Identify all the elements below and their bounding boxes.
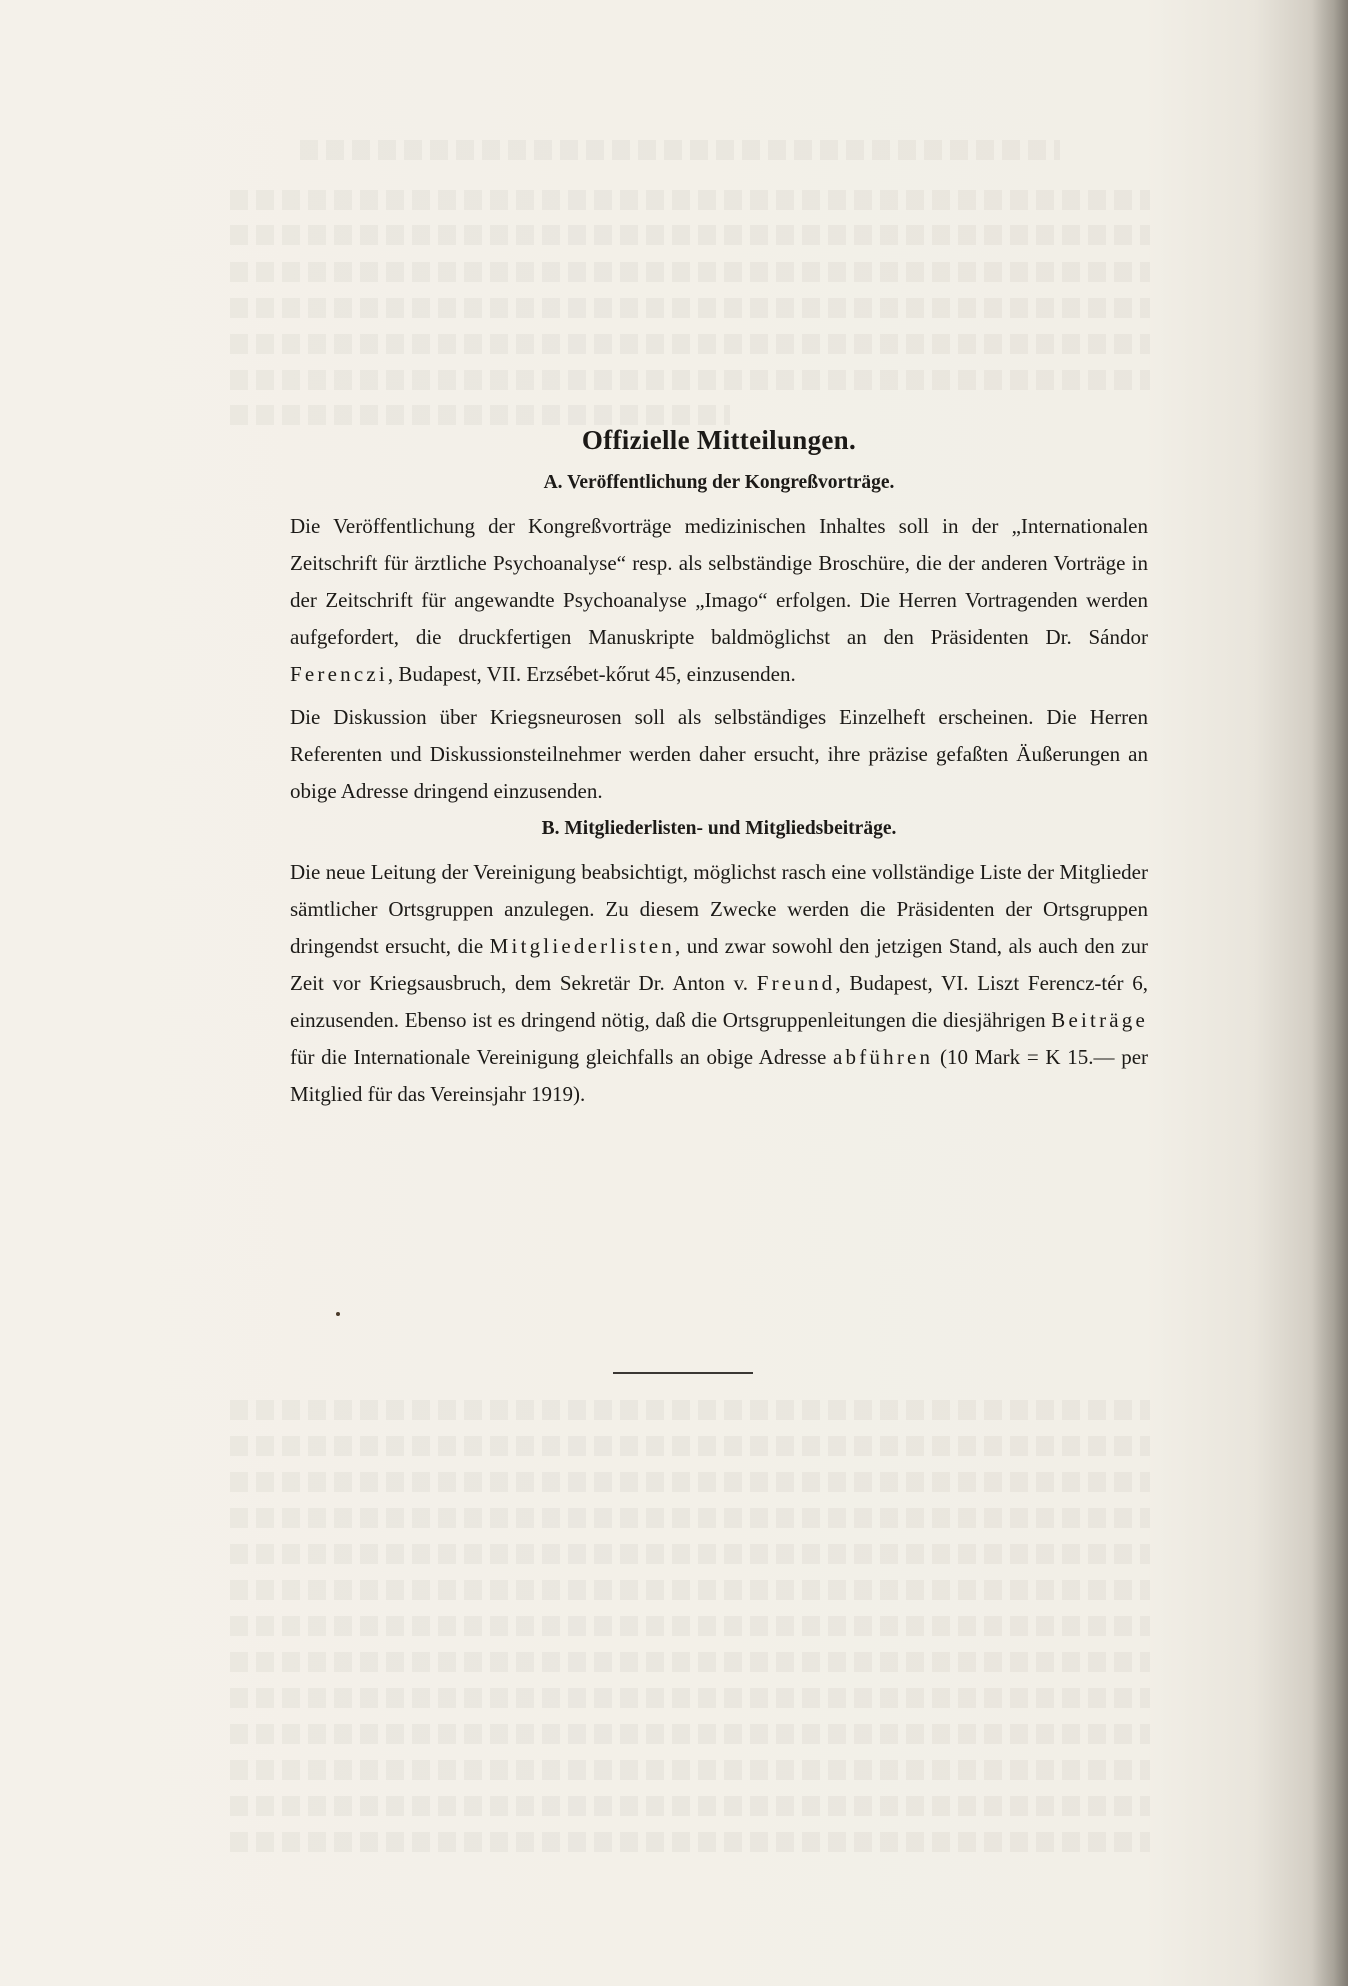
paragraph-text: , und zwar sowohl den jetzigen Stand, als auch den zur Zeit vor Kriegsausbruch, dem Sekretär Dr. Anton v.	[290, 934, 1149, 995]
section-a-paragraph-1	[290, 508, 1148, 693]
paragraph-text: Die neue Leitung der Vereinigung beabsichtigt, möglichst rasch eine vollständige Liste der Mitglieder sämtlicher Ortsgruppen anzulegen. Zu diesem Zwecke werden die Präsidenten der Ortsgruppen dringendst ersucht, die	[290, 860, 1148, 958]
section-a-heading: A. Veröffentlichung der Kongreßvorträge.	[543, 472, 895, 493]
paragraph-text: (10 Mark = K 15.— per Mitglied für das Vereinsjahr 1919).	[290, 1045, 1149, 1106]
show-through-line	[230, 190, 1150, 210]
show-through-line	[230, 1652, 1150, 1672]
show-through-line	[230, 1472, 1150, 1492]
show-through-line	[230, 405, 730, 425]
show-through-line	[230, 1760, 1150, 1780]
show-through-line	[230, 1796, 1150, 1816]
word-abfuehren: abführen	[833, 1045, 934, 1069]
name-freund: Freund	[756, 971, 836, 995]
paragraph-text: Die Veröffentlichung der Kongreßvorträge medizinischen Inhaltes soll in der „Internationalen Zeitschrift für ärztliche Psychoanalyse“ resp. als selbständige Broschüre, die der anderen Vorträge in der Zeitschrift für angewandte Psychoanalyse „Imago“ erfolgen. Die Herren Vortragenden werden aufgefordert, die druckfertigen Manuskripte baldmöglichst an den Präsidenten Dr. Sándor	[290, 514, 1148, 649]
show-through-line	[230, 298, 1150, 318]
show-through-line	[230, 1400, 1150, 1420]
show-through-line	[230, 370, 1150, 390]
page-title: Offizielle Mitteilungen.	[581, 425, 857, 455]
name-ferenczi: Ferenczi	[290, 662, 388, 686]
word-mitgliederlisten: Mitgliederlisten	[489, 934, 675, 958]
section-a-paragraph-2: Die Diskussion über Kriegsneurosen soll als selbständiges Einzelheft erscheinen. Die Herren Referenten und Diskussionsteilnehmer werden daher ersucht, ihre präzise gefaßten Äußerungen an obige Adresse dringend einzusenden.	[290, 705, 1148, 803]
show-through-line	[230, 1544, 1150, 1564]
section-b-paragraph	[290, 854, 1148, 1113]
word-beitraege: Beiträge	[1051, 1008, 1149, 1032]
show-through-line	[230, 1724, 1150, 1744]
show-through-line	[230, 262, 1150, 282]
show-through-line	[230, 225, 1150, 245]
article-body	[290, 425, 1148, 1119]
show-through-line	[230, 1436, 1150, 1456]
end-rule	[613, 1372, 753, 1374]
show-through-line	[300, 140, 1060, 160]
show-through-line	[230, 1688, 1150, 1708]
show-through-line	[230, 1616, 1150, 1636]
show-through-line	[230, 1508, 1150, 1528]
section-b-heading: B. Mitgliederlisten- und Mitgliedsbeiträge.	[541, 818, 897, 839]
paragraph-text: , Budapest, VI. Liszt Ferencz-tér 6, einzusenden. Ebenso ist es dringend nötig, daß die Ortsgruppenleitungen die diesjährigen	[290, 971, 1148, 1032]
show-through-line	[230, 1832, 1150, 1852]
paragraph-text: für die Internationale Vereinigung gleichfalls an obige Adresse	[290, 1045, 827, 1069]
show-through-line	[230, 334, 1150, 354]
page-binding-shadow	[1312, 0, 1348, 1986]
paragraph-text: , Budapest, VII. Erzsébet-kőrut 45, einzusenden.	[387, 662, 796, 686]
show-through-line	[230, 1580, 1150, 1600]
ink-speck	[336, 1312, 340, 1316]
